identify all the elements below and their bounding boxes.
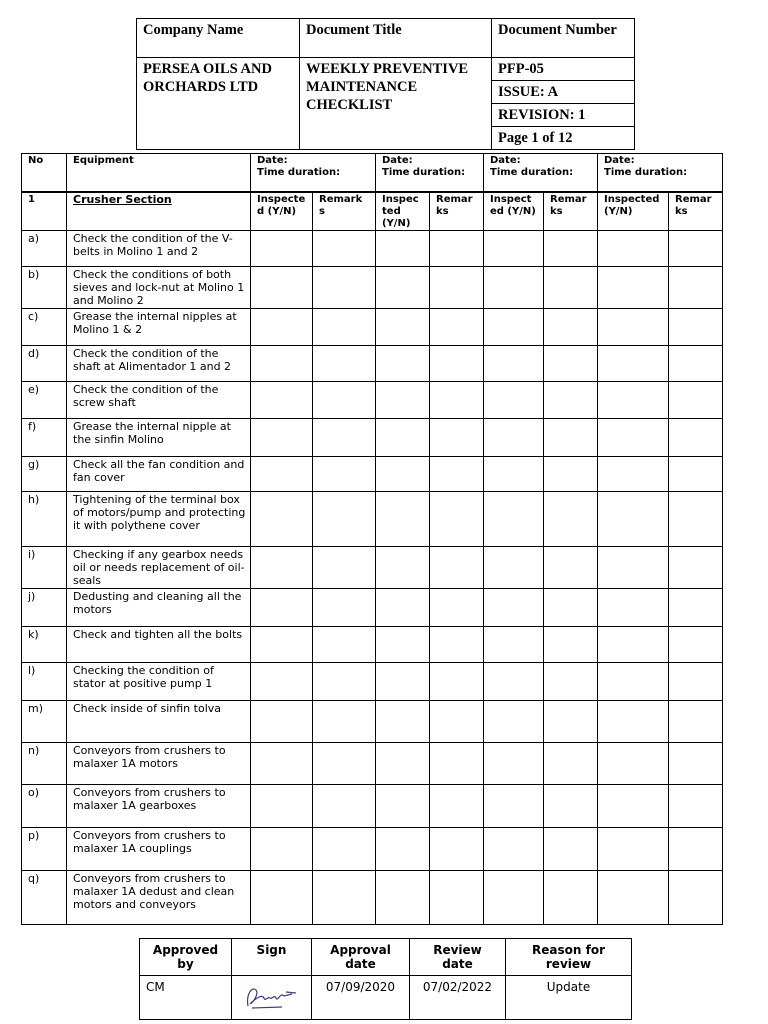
inspected-cell[interactable] — [484, 827, 544, 870]
signature-cell — [232, 976, 312, 1020]
inspected-cell[interactable] — [484, 418, 544, 456]
item-description: Check and tighten all the bolts — [67, 626, 251, 662]
review-date: 07/02/2022 — [410, 976, 506, 1020]
remarks-cell[interactable] — [669, 230, 723, 266]
inspected-cell[interactable] — [376, 266, 430, 308]
item-number: b) — [22, 266, 67, 308]
item-number: i) — [22, 546, 67, 588]
inspected-header: Inspec ted (Y/N) — [376, 192, 430, 231]
remarks-cell[interactable] — [544, 546, 598, 588]
item-description: Check the conditions of both sieves and lock-nut at Molino 1 and Molino 2 — [67, 266, 251, 308]
table-row — [22, 308, 723, 345]
date-label: Date: — [490, 155, 521, 166]
item-description: Check inside of sinfin tolva — [67, 700, 251, 742]
remarks-cell[interactable] — [313, 230, 376, 266]
inspected-cell[interactable] — [251, 827, 313, 870]
remarks-cell[interactable] — [313, 546, 376, 588]
inspected-cell[interactable] — [251, 491, 313, 546]
item-description: Conveyors from crushers to malaxer 1A motors — [67, 742, 251, 784]
item-number: h) — [22, 491, 67, 546]
inspected-cell[interactable] — [598, 626, 669, 662]
table-row — [22, 546, 723, 588]
inspected-cell[interactable] — [484, 700, 544, 742]
remarks-cell[interactable] — [669, 626, 723, 662]
remarks-cell[interactable] — [313, 700, 376, 742]
remarks-cell[interactable] — [430, 266, 484, 308]
remarks-cell[interactable] — [430, 491, 484, 546]
approval-table — [139, 938, 632, 1020]
period-header — [251, 154, 376, 192]
inspected-cell[interactable] — [484, 870, 544, 924]
remarks-cell[interactable] — [313, 345, 376, 381]
inspected-cell[interactable] — [251, 230, 313, 266]
inspected-cell[interactable] — [598, 588, 669, 626]
inspected-cell[interactable] — [484, 491, 544, 546]
inspected-cell[interactable] — [598, 784, 669, 827]
inspected-cell[interactable] — [598, 546, 669, 588]
remarks-cell[interactable] — [313, 588, 376, 626]
remarks-cell[interactable] — [669, 784, 723, 827]
review-date-header: Review date — [410, 939, 506, 976]
section-name: Crusher Section — [73, 192, 172, 206]
remarks-cell[interactable] — [544, 588, 598, 626]
item-description: Check the condition of the screw shaft — [67, 381, 251, 418]
approval-date: 07/09/2020 — [312, 976, 410, 1020]
item-number: k) — [22, 626, 67, 662]
title-line: MAINTENANCE — [306, 79, 418, 95]
remarks-cell[interactable] — [430, 456, 484, 491]
period-header — [598, 154, 723, 192]
table-row — [22, 784, 723, 827]
inspected-cell[interactable] — [376, 588, 430, 626]
remarks-header: Remar ks — [544, 192, 598, 231]
remarks-cell[interactable] — [313, 827, 376, 870]
duration-label: Time duration: — [257, 167, 341, 178]
approved-by: CM — [140, 976, 232, 1020]
section-number: 1 — [22, 192, 67, 231]
remarks-cell[interactable] — [313, 456, 376, 491]
number-label: Document Number — [492, 19, 635, 58]
inspected-cell[interactable] — [598, 827, 669, 870]
remarks-cell[interactable] — [313, 870, 376, 924]
remarks-cell[interactable] — [669, 266, 723, 308]
inspected-cell[interactable] — [251, 381, 313, 418]
remarks-cell[interactable] — [544, 381, 598, 418]
item-number: j) — [22, 588, 67, 626]
remarks-cell[interactable] — [669, 308, 723, 345]
remarks-cell[interactable] — [430, 870, 484, 924]
item-description: Conveyors from crushers to malaxer 1A couplings — [67, 827, 251, 870]
table-row — [22, 870, 723, 924]
inspected-cell[interactable] — [598, 700, 669, 742]
remarks-cell[interactable] — [669, 588, 723, 626]
remarks-cell[interactable] — [430, 381, 484, 418]
item-description: Check all the fan condition and fan cover — [67, 456, 251, 491]
remarks-cell[interactable] — [544, 230, 598, 266]
document-title — [300, 58, 492, 150]
signature-image — [242, 980, 302, 1012]
item-description: Checking the condition of stator at positive pump 1 — [67, 662, 251, 700]
item-number: f) — [22, 418, 67, 456]
remarks-cell[interactable] — [669, 456, 723, 491]
remarks-cell[interactable] — [430, 827, 484, 870]
remarks-cell[interactable] — [544, 827, 598, 870]
item-number: q) — [22, 870, 67, 924]
item-description: Check the condition of the shaft at Alimentador 1 and 2 — [67, 345, 251, 381]
table-row — [22, 418, 723, 456]
inspected-cell[interactable] — [376, 456, 430, 491]
inspected-header: Inspect ed (Y/N) — [484, 192, 544, 231]
inspected-cell[interactable] — [251, 870, 313, 924]
remarks-cell[interactable] — [313, 308, 376, 345]
inspected-cell[interactable] — [376, 418, 430, 456]
inspected-cell[interactable] — [484, 742, 544, 784]
checklist-items — [22, 230, 723, 924]
inspected-cell[interactable] — [484, 456, 544, 491]
remarks-cell[interactable] — [544, 626, 598, 662]
inspected-cell[interactable] — [376, 381, 430, 418]
remarks-cell[interactable] — [430, 345, 484, 381]
remarks-cell[interactable] — [669, 546, 723, 588]
inspected-cell[interactable] — [251, 700, 313, 742]
item-number: l) — [22, 662, 67, 700]
duration-label: Time duration: — [604, 167, 688, 178]
table-row — [22, 626, 723, 662]
remarks-cell[interactable] — [544, 418, 598, 456]
remarks-cell[interactable] — [313, 784, 376, 827]
document-header — [136, 18, 635, 150]
remarks-cell[interactable] — [430, 308, 484, 345]
table-row — [22, 266, 723, 308]
inspected-cell[interactable] — [484, 230, 544, 266]
col-no-header: No — [22, 154, 67, 192]
date-label: Date: — [604, 155, 635, 166]
item-description: Grease the internal nipple at the sinfin Molino — [67, 418, 251, 456]
table-row — [22, 230, 723, 266]
inspected-cell[interactable] — [251, 742, 313, 784]
page-number: Page 1 of 12 — [492, 127, 635, 150]
inspected-cell[interactable] — [484, 546, 544, 588]
item-number: e) — [22, 381, 67, 418]
inspected-cell[interactable] — [251, 418, 313, 456]
remarks-cell[interactable] — [669, 491, 723, 546]
period-header — [484, 154, 598, 192]
remarks-cell[interactable] — [544, 491, 598, 546]
remarks-header: Remark s — [313, 192, 376, 231]
company-name — [137, 58, 300, 150]
item-number: g) — [22, 456, 67, 491]
company-name-line: ORCHARDS LTD — [143, 79, 259, 95]
col-equipment-header: Equipment — [67, 154, 251, 192]
approved-by-header: Approved by — [140, 939, 232, 976]
table-row — [22, 742, 723, 784]
inspected-cell[interactable] — [376, 230, 430, 266]
item-description: Check the condition of the V-belts in Molino 1 and 2 — [67, 230, 251, 266]
remarks-cell[interactable] — [430, 742, 484, 784]
remarks-cell[interactable] — [430, 662, 484, 700]
item-description: Tightening of the terminal box of motors/pump and protecting it with polythene cover — [67, 491, 251, 546]
item-number: o) — [22, 784, 67, 827]
remarks-header: Remar ks — [669, 192, 723, 231]
remarks-cell[interactable] — [313, 491, 376, 546]
table-row — [22, 662, 723, 700]
approval-date-header: Approval date — [312, 939, 410, 976]
revision: REVISION: 1 — [492, 104, 635, 127]
remarks-cell[interactable] — [669, 827, 723, 870]
inspected-cell[interactable] — [376, 742, 430, 784]
table-row — [22, 827, 723, 870]
table-row — [22, 345, 723, 381]
inspected-cell[interactable] — [484, 266, 544, 308]
table-row — [22, 700, 723, 742]
remarks-cell[interactable] — [669, 662, 723, 700]
inspected-cell[interactable] — [251, 308, 313, 345]
remarks-header: Remar ks — [430, 192, 484, 231]
checklist-table — [21, 153, 723, 925]
remarks-cell[interactable] — [544, 456, 598, 491]
inspected-cell[interactable] — [598, 456, 669, 491]
remarks-cell[interactable] — [313, 626, 376, 662]
title-line: WEEKLY PREVENTIVE — [306, 61, 469, 77]
item-number: c) — [22, 308, 67, 345]
inspected-cell[interactable] — [598, 870, 669, 924]
table-row — [22, 588, 723, 626]
review-reason: Update — [506, 976, 632, 1020]
section-name-cell — [67, 192, 251, 231]
item-description: Dedusting and cleaning all the motors — [67, 588, 251, 626]
inspected-cell[interactable] — [484, 588, 544, 626]
remarks-cell[interactable] — [669, 381, 723, 418]
remarks-cell[interactable] — [430, 626, 484, 662]
inspected-cell[interactable] — [376, 345, 430, 381]
item-number: d) — [22, 345, 67, 381]
remarks-cell[interactable] — [669, 418, 723, 456]
remarks-cell[interactable] — [430, 230, 484, 266]
inspected-cell[interactable] — [484, 626, 544, 662]
item-number: p) — [22, 827, 67, 870]
inspected-cell[interactable] — [484, 662, 544, 700]
remarks-cell[interactable] — [544, 345, 598, 381]
title-label: Document Title — [300, 19, 492, 58]
remarks-cell[interactable] — [544, 784, 598, 827]
remarks-cell[interactable] — [669, 742, 723, 784]
date-label: Date: — [382, 155, 413, 166]
remarks-cell[interactable] — [544, 266, 598, 308]
inspected-cell[interactable] — [598, 266, 669, 308]
inspected-cell[interactable] — [251, 662, 313, 700]
item-number: n) — [22, 742, 67, 784]
remarks-cell[interactable] — [313, 266, 376, 308]
remarks-cell[interactable] — [430, 546, 484, 588]
inspected-cell[interactable] — [251, 784, 313, 827]
inspected-cell[interactable] — [484, 345, 544, 381]
inspected-cell[interactable] — [484, 784, 544, 827]
duration-label: Time duration: — [490, 167, 574, 178]
inspected-cell[interactable] — [484, 381, 544, 418]
title-line: CHECKLIST — [306, 97, 393, 113]
duration-label: Time duration: — [382, 167, 466, 178]
inspected-cell[interactable] — [598, 230, 669, 266]
inspected-cell[interactable] — [376, 870, 430, 924]
inspected-cell[interactable] — [376, 784, 430, 827]
reason-header: Reason for review — [506, 939, 632, 976]
remarks-cell[interactable] — [544, 870, 598, 924]
inspected-cell[interactable] — [376, 700, 430, 742]
item-description: Conveyors from crushers to malaxer 1A gearboxes — [67, 784, 251, 827]
inspected-cell[interactable] — [376, 491, 430, 546]
inspected-cell[interactable] — [251, 588, 313, 626]
table-row — [22, 491, 723, 546]
inspected-cell[interactable] — [251, 626, 313, 662]
remarks-cell[interactable] — [669, 700, 723, 742]
inspected-cell[interactable] — [251, 456, 313, 491]
inspected-cell[interactable] — [598, 381, 669, 418]
table-row — [22, 456, 723, 491]
item-description: Checking if any gearbox needs oil or needs replacement of oil-seals — [67, 546, 251, 588]
inspected-cell[interactable] — [598, 491, 669, 546]
table-row — [22, 381, 723, 418]
inspected-cell[interactable] — [251, 546, 313, 588]
inspected-cell[interactable] — [598, 345, 669, 381]
remarks-cell[interactable] — [430, 588, 484, 626]
date-label: Date: — [257, 155, 288, 166]
period-header — [376, 154, 484, 192]
remarks-cell[interactable] — [544, 700, 598, 742]
inspected-cell[interactable] — [376, 662, 430, 700]
company-name-line: PERSEA OILS AND — [143, 61, 272, 77]
inspected-cell[interactable] — [376, 546, 430, 588]
remarks-cell[interactable] — [313, 742, 376, 784]
remarks-cell[interactable] — [430, 784, 484, 827]
inspected-cell[interactable] — [598, 662, 669, 700]
inspected-cell[interactable] — [598, 742, 669, 784]
sign-header: Sign — [232, 939, 312, 976]
remarks-cell[interactable] — [544, 662, 598, 700]
item-number: a) — [22, 230, 67, 266]
remarks-cell[interactable] — [430, 700, 484, 742]
inspected-cell[interactable] — [251, 266, 313, 308]
remarks-cell[interactable] — [313, 662, 376, 700]
issue: ISSUE: A — [492, 81, 635, 104]
inspected-cell[interactable] — [376, 827, 430, 870]
remarks-cell[interactable] — [544, 742, 598, 784]
inspected-cell[interactable] — [376, 626, 430, 662]
remarks-cell[interactable] — [313, 381, 376, 418]
item-description: Grease the internal nipples at Molino 1 & 2 — [67, 308, 251, 345]
inspected-cell[interactable] — [598, 418, 669, 456]
remarks-cell[interactable] — [669, 870, 723, 924]
inspected-cell[interactable] — [484, 308, 544, 345]
remarks-cell[interactable] — [544, 308, 598, 345]
remarks-cell[interactable] — [430, 418, 484, 456]
item-number: m) — [22, 700, 67, 742]
remarks-cell[interactable] — [313, 418, 376, 456]
company-label: Company Name — [137, 19, 300, 58]
inspected-cell[interactable] — [598, 308, 669, 345]
item-description: Conveyors from crushers to malaxer 1A dedust and clean motors and conveyors — [67, 870, 251, 924]
inspected-cell[interactable] — [251, 345, 313, 381]
inspected-header: Inspecte d (Y/N) — [251, 192, 313, 231]
remarks-cell[interactable] — [669, 345, 723, 381]
inspected-header: Inspected (Y/N) — [598, 192, 669, 231]
doc-number: PFP-05 — [492, 58, 635, 81]
inspected-cell[interactable] — [376, 308, 430, 345]
